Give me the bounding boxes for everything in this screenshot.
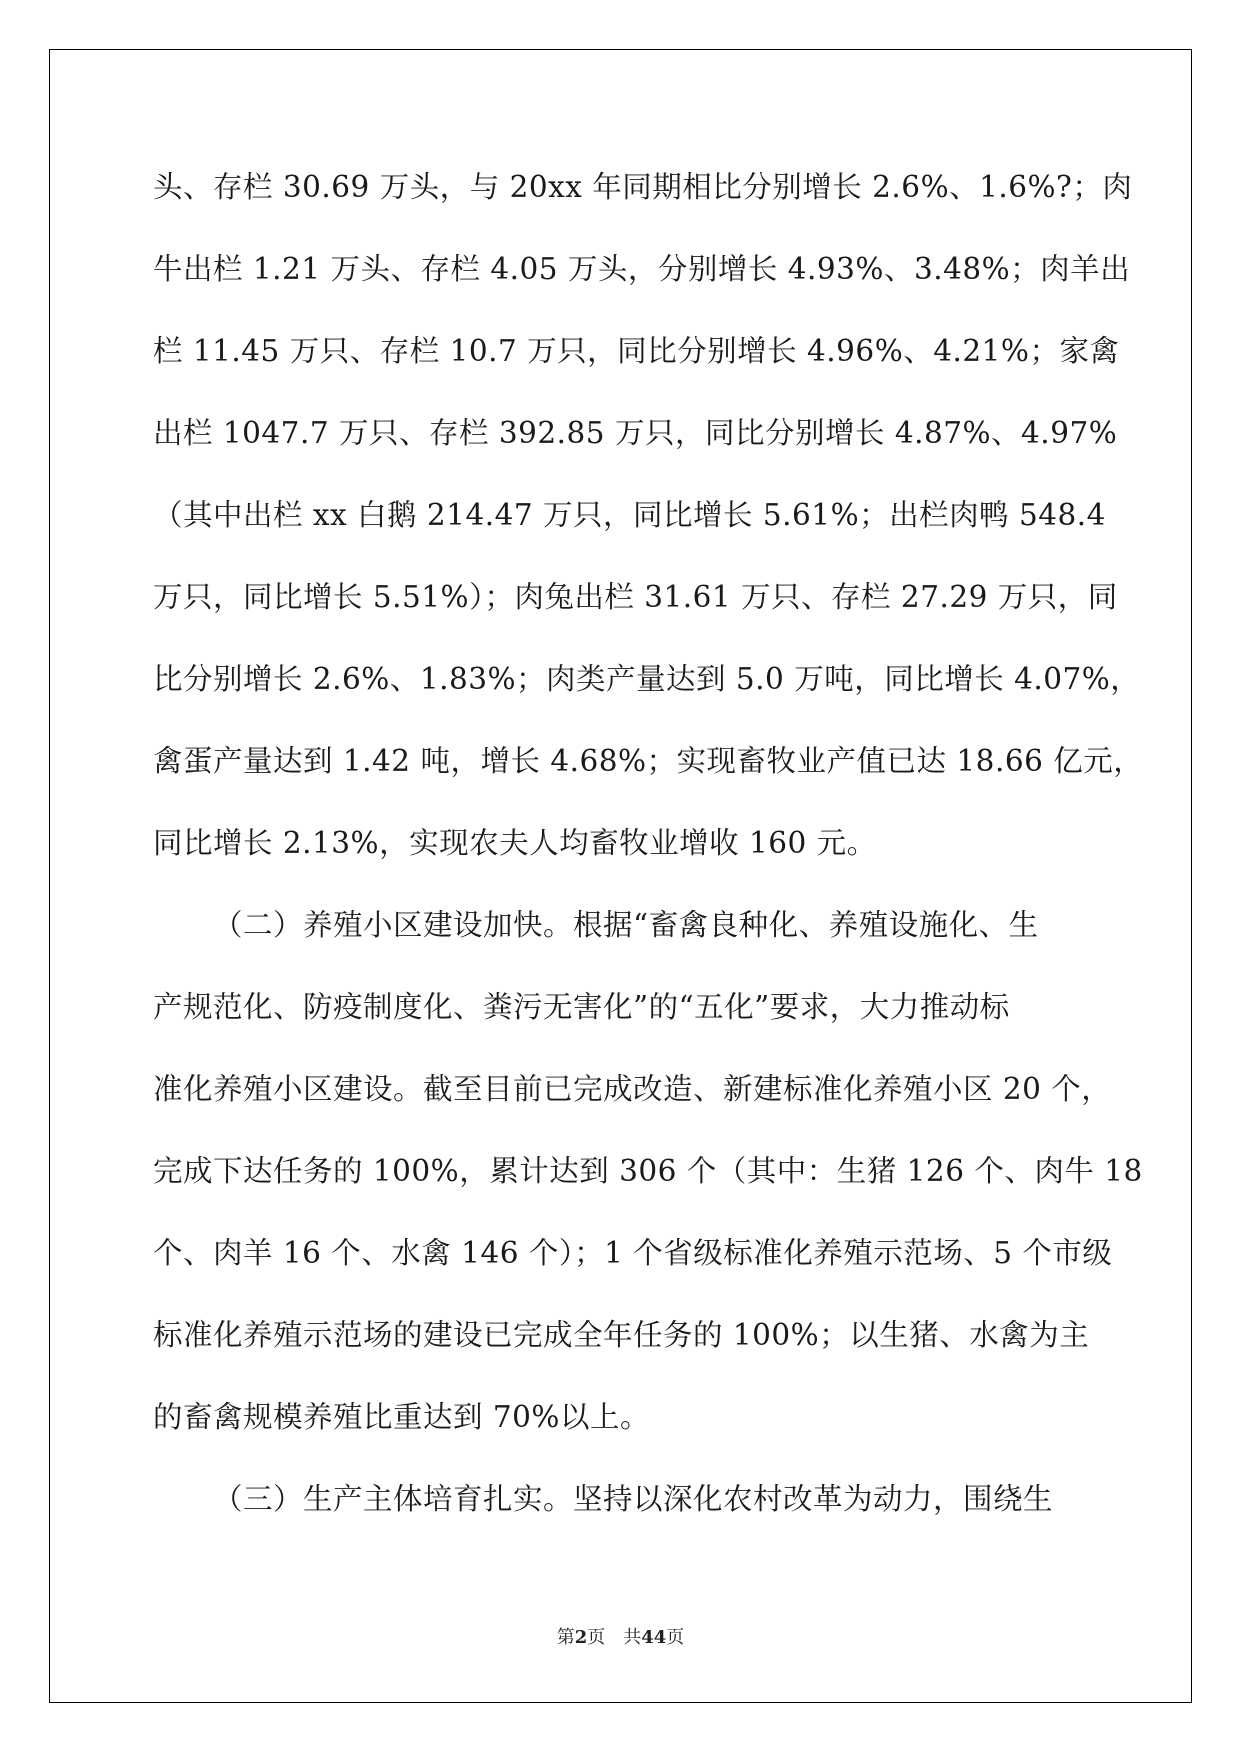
text-line: 完成下达任务的 100%，累计达到 306 个（其中：生猪 126 个、肉牛 18 [153, 1154, 1143, 1188]
text-line: 的畜禽规模养殖比重达到 70%以上。 [153, 1400, 650, 1434]
document-body [153, 162, 1144, 1556]
page-footer [0, 1623, 1241, 1649]
text-line: 产规范化、防疫制度化、粪污无害化”的“五化”要求，大力推动标 [153, 990, 1010, 1024]
total-page-count: 44 [641, 1627, 667, 1648]
text-line: 万只，同比增长 5.51%）；肉兔出栏 31.61 万只、存栏 27.29 万只，同 [153, 580, 1118, 614]
current-page-number: 2 [574, 1627, 588, 1648]
text-line: 同比增长 2.13%，实现农夫人均畜牧业增收 160 元。 [153, 826, 877, 860]
text-line: 比分别增长 2.6%、1.83%；肉类产量达到 5.0 万吨，同比增长 4.07%， [153, 662, 1141, 696]
section-heading-line: （二）养殖小区建设加快。根据“畜禽良种化、养殖设施化、生 [213, 908, 1039, 942]
text-line: 出栏 1047.7 万只、存栏 392.85 万只，同比分别增长 4.87%、4.97% [153, 416, 1118, 450]
section-heading-line: （三）生产主体培育扎实。坚持以深化农村改革为动力，围绕生 [213, 1482, 1054, 1516]
total-label-prefix: 共 [623, 1627, 642, 1648]
text-line: 个、肉羊 16 个、水禽 146 个）；1 个省级标准化养殖示范场、5 个市级 [153, 1236, 1113, 1270]
text-line: 头、存栏 30.69 万头，与 20xx 年同期相比分别增长 2.6%、1.6%?；肉 [153, 170, 1133, 204]
text-line: 准化养殖小区建设。截至目前已完成改造、新建标准化养殖小区 20 个， [153, 1072, 1112, 1106]
text-line: 栏 11.45 万只、存栏 10.7 万只，同比分别增长 4.96%、4.21%；家禽 [153, 334, 1120, 368]
text-line: 牛出栏 1.21 万头、存栏 4.05 万头，分别增长 4.93%、3.48%；肉羊出 [153, 252, 1131, 286]
text-line: 标准化养殖示范场的建设已完成全年任务的 100%；以生猪、水禽为主 [153, 1318, 1090, 1352]
text-line: 禽蛋产量达到 1.42 吨，增长 4.68%；实现畜牧业产值已达 18.66 亿元， [153, 744, 1144, 778]
total-label-suffix: 页 [666, 1627, 685, 1648]
page-label-prefix: 第 [556, 1627, 575, 1648]
page-label-suffix: 页 [587, 1627, 606, 1648]
text-line: （其中出栏 xx 白鹅 214.47 万只，同比增长 5.61%；出栏肉鸭 548.4 [153, 498, 1106, 532]
